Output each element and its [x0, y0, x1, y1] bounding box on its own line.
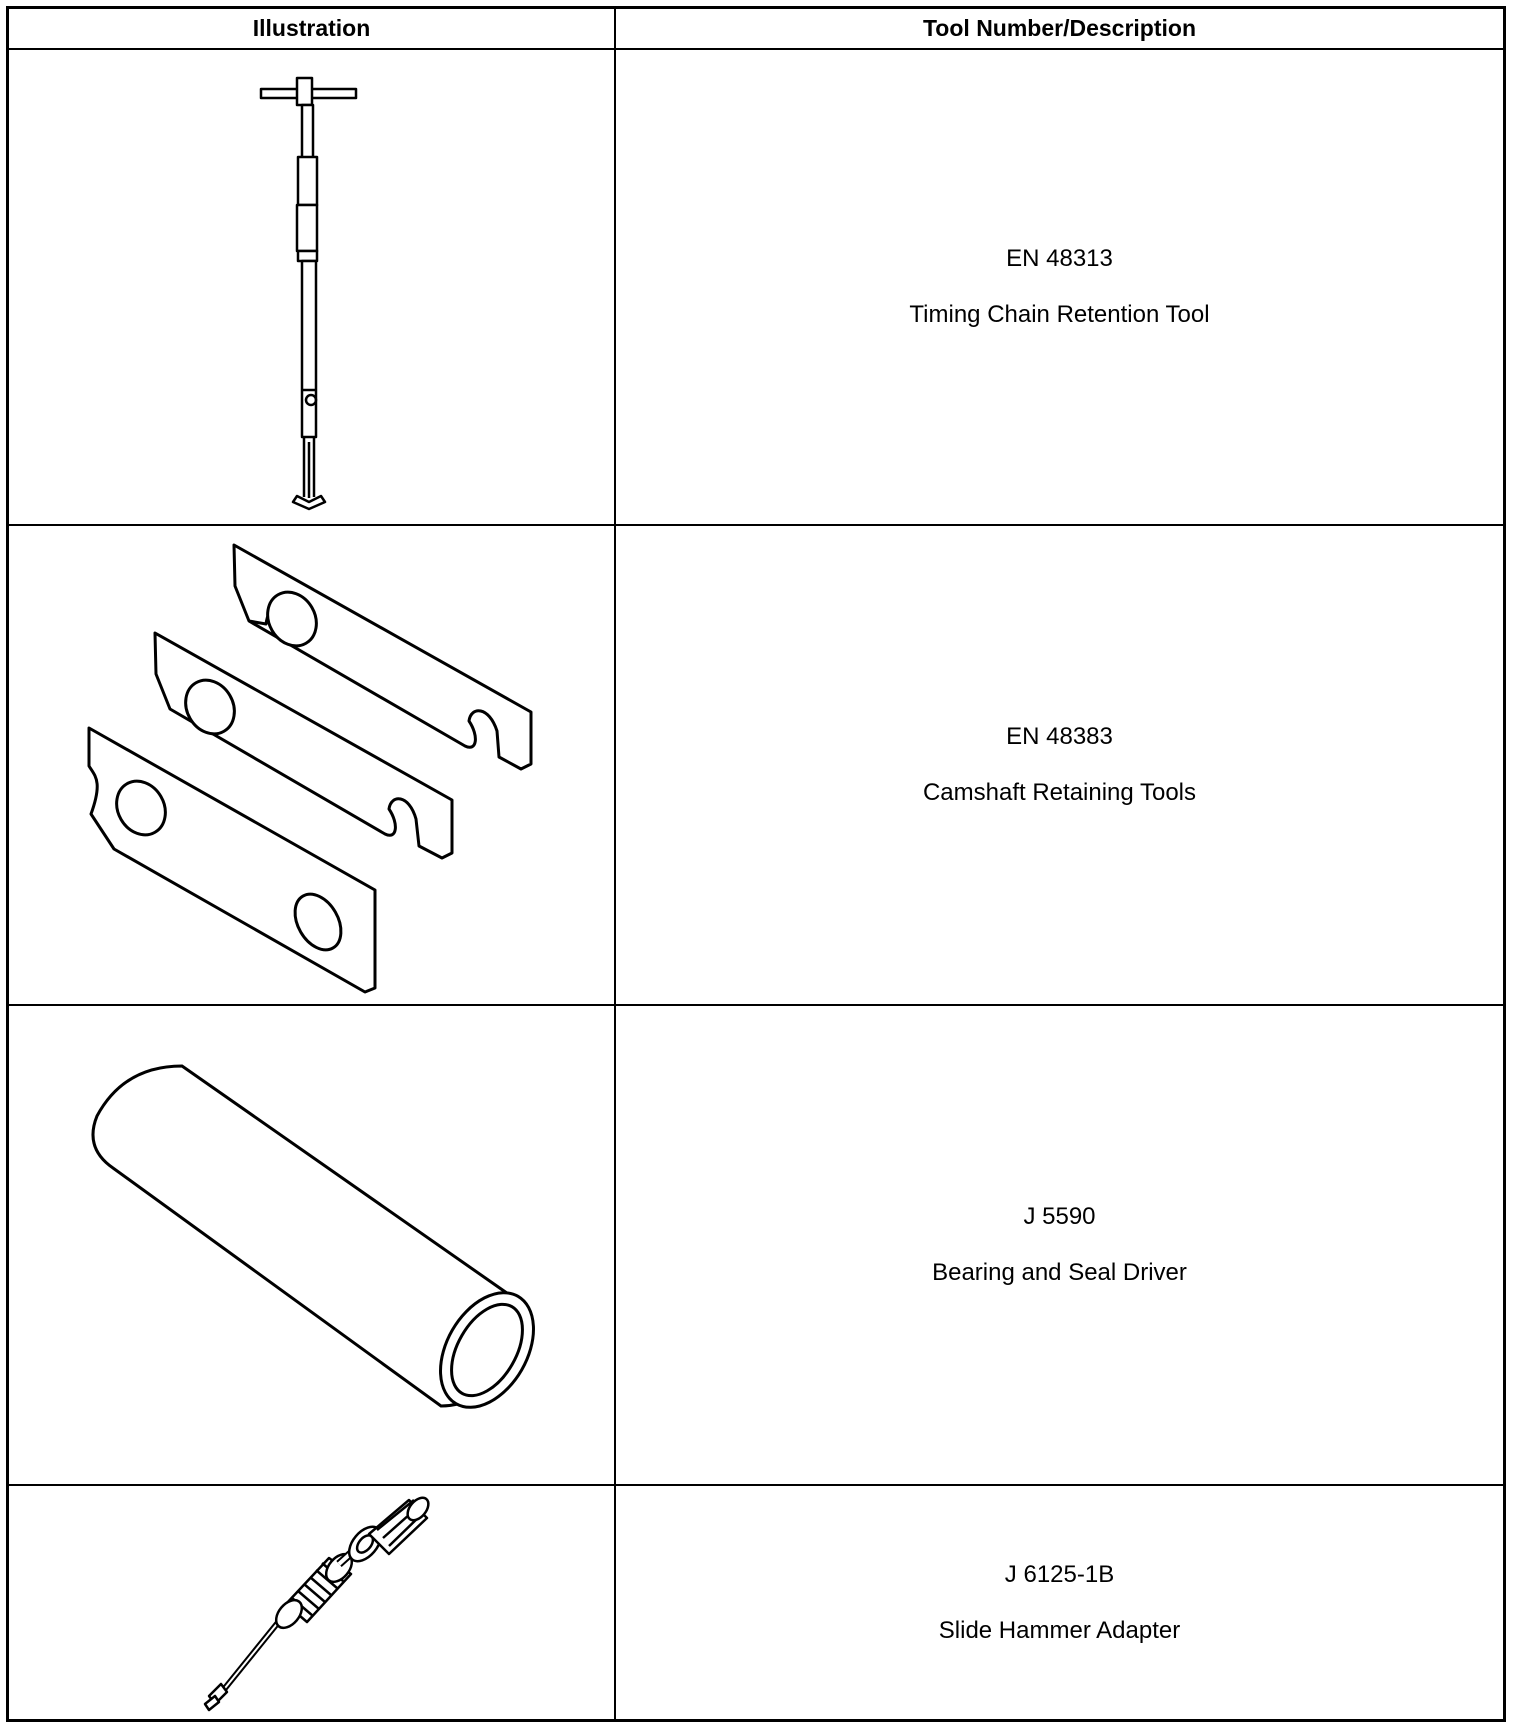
description-cell — [616, 1486, 1503, 1719]
table-row — [9, 50, 1503, 526]
header-illustration: Illustration — [9, 9, 616, 50]
illustration-cell — [9, 1006, 616, 1484]
camshaft-retaining-tools-icon — [9, 526, 614, 1004]
tool-number: J 6125-1B — [1004, 1560, 1115, 1588]
tool-number: EN 48383 — [1006, 723, 1113, 750]
timing-chain-retention-tool-icon — [9, 50, 614, 524]
slide-hammer-adapter-icon — [9, 1486, 614, 1719]
tool-description: Bearing and Seal Driver — [932, 1259, 1187, 1286]
tool-description: Camshaft Retaining Tools — [922, 779, 1197, 806]
illustration-cell — [9, 1486, 616, 1719]
description-cell — [616, 1006, 1503, 1484]
tool-number: EN 48313 — [1006, 245, 1113, 272]
table-row — [9, 526, 1503, 1006]
illustration-cell — [9, 50, 616, 524]
tool-number: J 5590 — [1023, 1203, 1096, 1230]
special-tools-table — [6, 6, 1506, 1722]
illustration-cell — [9, 526, 616, 1004]
table-row — [9, 1006, 1503, 1486]
bearing-seal-driver-icon — [9, 1006, 614, 1484]
description-cell — [616, 50, 1503, 524]
tool-description: Slide Hammer Adapter — [938, 1616, 1181, 1644]
description-cell — [616, 526, 1503, 1004]
tool-description: Timing Chain Retention Tool — [909, 301, 1210, 328]
header-tool-number-description: Tool Number/Description — [616, 9, 1503, 50]
table-row — [9, 1486, 1503, 1719]
